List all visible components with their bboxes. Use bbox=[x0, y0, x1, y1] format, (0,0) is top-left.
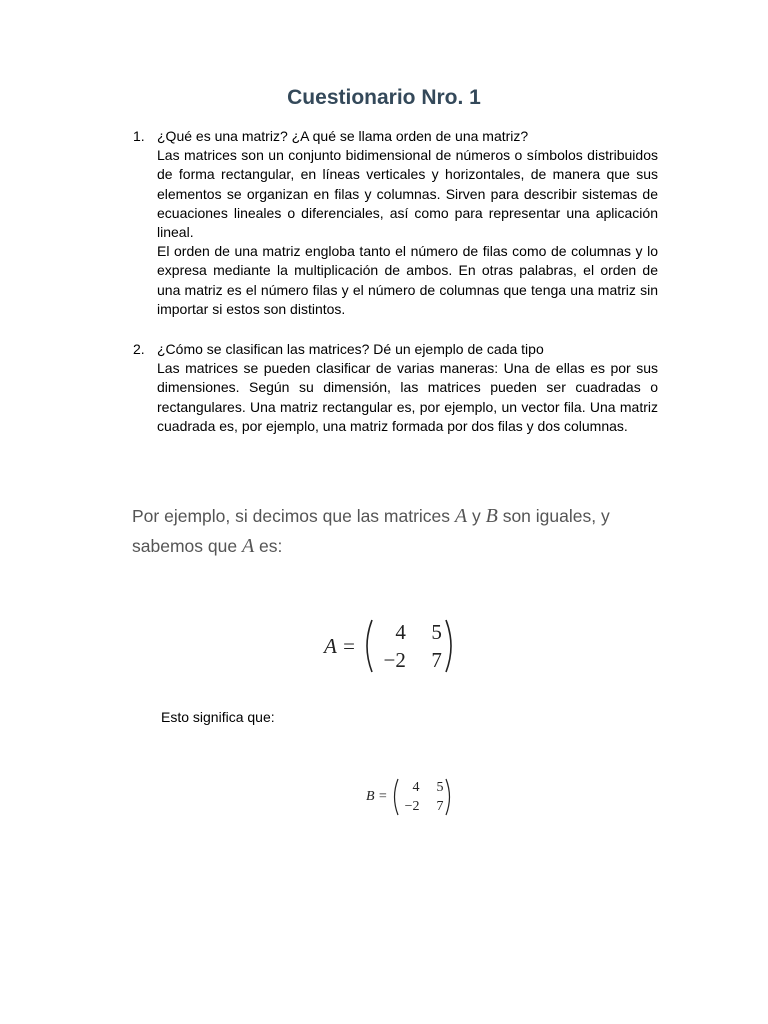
matrix-b-equation bbox=[366, 778, 453, 816]
question-heading: ¿Cómo se clasifican las matrices? Dé un ejemplo de cada tipo bbox=[157, 341, 544, 357]
example-text-part: es: bbox=[254, 536, 283, 556]
matrix-cell: 5 bbox=[436, 779, 444, 795]
matrix-lhs: B = bbox=[366, 789, 388, 804]
matrix-a-equation bbox=[324, 618, 456, 674]
right-paren-icon bbox=[445, 778, 453, 816]
matrix-cell: 4 bbox=[412, 779, 420, 795]
right-paren-icon bbox=[444, 618, 456, 674]
variable-b: B bbox=[485, 505, 498, 527]
matrix-cell: −2 bbox=[383, 647, 406, 672]
variable-a: A bbox=[241, 535, 255, 557]
matrix-cell: 4 bbox=[395, 619, 406, 644]
question-number: 2. bbox=[133, 341, 145, 357]
answer-paragraph: Las matrices se pueden clasificar de varias maneras: Una de ellas es por sus dimensiones. Según su dimensión, las matrices pueden ser cuadradas o rectangulares. Una matriz rectangular es, por ejemplo, un vector fila. Una matriz cuadrada es, por ejemplo, una matriz formada por dos filas y dos columnas. bbox=[157, 360, 658, 434]
example-text-part: y bbox=[467, 506, 486, 526]
matrix-cell: 7 bbox=[436, 798, 444, 814]
example-text-part: son iguales, y bbox=[497, 506, 610, 526]
left-paren-icon bbox=[391, 778, 399, 816]
answer-paragraph: El orden de una matriz engloba tanto el número de filas como de columnas y lo expresa mediante la multiplicación de ambos. En otras palabras, el orden de una matriz es el número filas y el número de columnas que tenga una matriz sin importar si estos son distintos. bbox=[157, 243, 658, 317]
matrix-cell: 5 bbox=[431, 619, 442, 644]
left-paren-icon bbox=[362, 618, 374, 674]
question-1 bbox=[133, 127, 658, 319]
example-text-part: Por ejemplo, si decimos que las matrices bbox=[132, 506, 455, 526]
document-title: Cuestionario Nro. 1 bbox=[287, 86, 481, 109]
matrix-lhs: A = bbox=[324, 633, 356, 658]
example-text bbox=[132, 501, 672, 561]
question-heading: ¿Qué es una matriz? ¿A qué se llama orden de una matriz? bbox=[157, 128, 529, 144]
variable-a: A bbox=[454, 505, 468, 527]
matrix-grid bbox=[374, 620, 444, 673]
answer-paragraph: Las matrices son un conjunto bidimensional de números o símbolos distribuidos de forma rectangular, en líneas verticales y horizontales, de manera que sus elementos se organizan en filas y columnas. Sirven para describir sistemas de ecuaciones lineales o diferenciales, así como para representar una aplicación lineal. bbox=[157, 147, 658, 241]
question-number: 1. bbox=[133, 128, 145, 144]
question-2 bbox=[133, 340, 658, 436]
matrix-cell: −2 bbox=[404, 798, 420, 814]
note-text: Esto significa que: bbox=[161, 709, 275, 725]
example-text-part: sabemos que bbox=[132, 536, 242, 556]
matrix-cell: 7 bbox=[431, 647, 442, 672]
matrix-grid bbox=[399, 780, 445, 815]
